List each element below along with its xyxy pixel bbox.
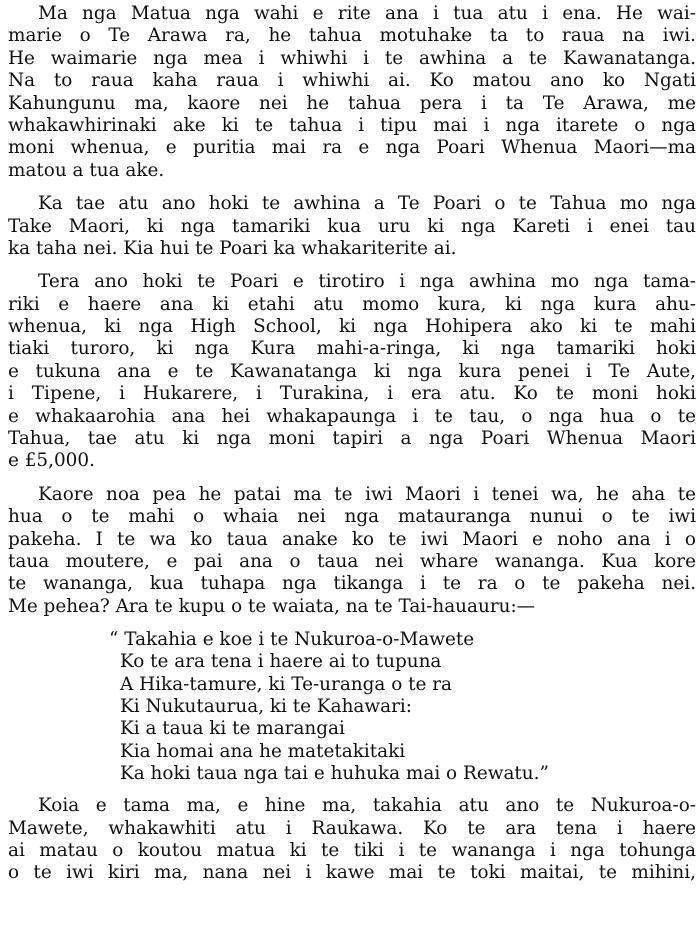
text-line: o te iwi kiri ma, nana nei i kawe mai te toki maitai, te mihini, bbox=[8, 862, 696, 884]
text-line: ka taha nei. Kia hui te Poari ka whakariterite ai. bbox=[8, 237, 457, 259]
text-line: taua moutere, e pai ana o taua nei whare wananga. Kua kore bbox=[8, 550, 696, 572]
poem-line: Ki Nukutaurua, ki te Kahawari: bbox=[120, 696, 412, 718]
paragraph-2 bbox=[8, 193, 696, 260]
text-line: He waimarie nga mea i whiwhi i te awhina a te Kawanatanga. bbox=[8, 47, 696, 69]
poem-line: Ka hoki taua nga tai e huhuka mai o Rewatu.” bbox=[120, 762, 549, 784]
paragraph-1 bbox=[8, 3, 696, 182]
text-line: Tahua, tae atu ki nga moni tapiri a nga Poari Whenua Maori bbox=[8, 428, 696, 450]
paragraph-5 bbox=[8, 795, 696, 885]
text-line: e tukuna ana e te Kawanatanga ki nga kura penei i Te Aute, bbox=[8, 360, 696, 382]
text-line: whenua, ki nga High School, ki nga Hohipera ako ki te mahi bbox=[8, 316, 696, 338]
text-line: marie o Te Arawa ra, he tahua motuhake ta to raua na iwi. bbox=[8, 25, 696, 47]
paragraph-3 bbox=[8, 271, 696, 473]
text-line: Kahungunu ma, kaore nei he tahua pera i ta Te Arawa, me bbox=[8, 92, 696, 114]
text-line: Ma nga Matua nga wahi e rite ana i tua atu i ena. He wai- bbox=[38, 3, 696, 24]
poem-line: “ Takahia e koe i te Nukuroa-o-Mawete bbox=[109, 629, 475, 651]
text-line: e whakaarohia ana hei whakapaunga i te tau, o nga hua o te bbox=[8, 405, 696, 427]
poem-line: Ki a taua ki te marangai bbox=[120, 718, 345, 740]
text-line: Take Maori, ki nga tamariki kua uru ki nga Kareti i enei tau bbox=[8, 215, 696, 237]
text-line: riki e haere ana ki etahi atu momo kura, ki nga kura ahu- bbox=[8, 293, 696, 315]
poem-block bbox=[8, 629, 696, 785]
text-line: matou a tua ake. bbox=[8, 159, 165, 181]
text-line: te wananga, kua tuhapa nga tikanga i te ra o te pakeha nei. bbox=[8, 573, 696, 595]
text-line: ai matau o koutou matua ki te tiki i te wananga i nga tohunga bbox=[8, 840, 696, 862]
text-line: Me pehea? Ara te kupu o te waiata, na te Tai-hauauru:— bbox=[8, 595, 536, 617]
poem-line: Kia homai ana he matetakitaki bbox=[120, 740, 406, 762]
text-line: Na to raua kaha raua i whiwhi ai. Ko matou ano ko Ngati bbox=[8, 70, 696, 92]
text-line: Kaore noa pea he patai ma te iwi Maori i tenei wa, he aha te bbox=[38, 483, 696, 505]
text-line: hua o te mahi o whaia nei nga matauranga nunui o te iwi bbox=[8, 506, 696, 528]
text-line: Tera ano hoki te Poari e tirotiro i nga awhina mo nga tama- bbox=[38, 271, 696, 293]
text-line: moni whenua, e puritia mai ra e nga Poari Whenua Maori—ma bbox=[8, 137, 696, 159]
paragraph-4 bbox=[8, 484, 696, 618]
text-line: Ka tae atu ano hoki te awhina a Te Poari o te Tahua mo nga bbox=[38, 193, 696, 215]
text-line: Koia e tama ma, e hine ma, takahia atu ano te Nukuroa-o- bbox=[38, 795, 696, 817]
text-line: i Tipene, i Hukarere, i Turakina, i era atu. Ko te moni hoki bbox=[8, 383, 696, 405]
text-line: pakeha. I te wa ko taua anake ko te iwi Maori e noho ana i o bbox=[8, 528, 696, 550]
poem-line: Ko te ara tena i haere ai to tupuna bbox=[120, 651, 442, 673]
text-line: Mawete, whakawhiti atu i Raukawa. Ko te ara tena i haere bbox=[8, 817, 696, 839]
text-line: whakawhirinaki ake ki te tahua i tipu mai i nga itarete o nga bbox=[8, 114, 696, 136]
poem-line: A Hika-tamure, ki Te-uranga o te ra bbox=[120, 673, 453, 695]
text-line: e £5,000. bbox=[8, 450, 95, 472]
text-line: tiaki turoro, ki nga Kura mahi-a-ringa, ki nga tamariki hoki bbox=[8, 338, 696, 360]
